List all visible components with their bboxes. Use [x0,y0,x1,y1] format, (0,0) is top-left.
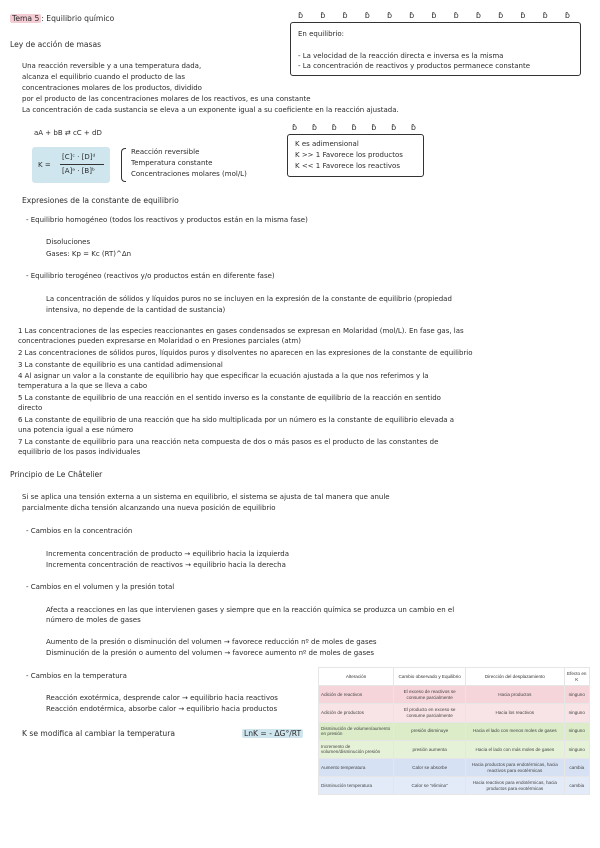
lc-text: número de moles de gases [46,616,141,624]
col-header: Alteración [319,668,394,686]
table-cell: presión disminuye [394,722,466,740]
law-heading: Ley de acción de masas [10,40,102,49]
page-title: Tema 5 : Equilibrio químico [12,14,115,23]
lc-subheading: - Cambios en el volumen y la presión total [26,583,175,591]
table-cell: Hacia el lado con menos moles de gases [466,722,564,740]
col-header: Dirección del desplazamiento [466,668,564,686]
section-heading: Expresiones de la constante de equilibrio [22,196,179,205]
lc-text: parcialmente dicha tensión alcanzando una nueva posición de equilibrio [22,504,276,512]
law-text: por el producto de las concentraciones molares de los reactivos, es una constante [22,95,311,103]
box-rings: ɓ ɓ ɓ ɓ ɓ ɓ ɓ ɓ ɓ ɓ ɓ ɓ ɓ [298,11,570,20]
le-chatelier-table [318,667,590,795]
rule-line: directo [18,404,43,412]
table-row [319,704,590,722]
col-header: Cambio observado y Equilibrio [394,668,466,686]
lc-subheading: - Cambios en la temperatura [26,672,127,680]
rule-line: temperatura a la que se lleva a cabo [18,382,148,390]
table-row [319,740,590,758]
rule-line: 7 La constante de equilibrio para una reacción neta compuesta de dos o más pasos es el producto de las constantes de [18,438,439,446]
brace [121,148,126,182]
box2-line: K << 1 Favorece los reactivos [295,162,400,170]
table-cell: El producto en exceso se consume parcialmente [394,704,466,722]
condition: Temperatura constante [131,159,213,167]
rule-line: 5 La constante de equilibrio de una reacción en el sentido inverso es la constante de equilibrio de la reacción en sentido [18,394,441,402]
fraction-bar [60,164,104,165]
expr-text: Disoluciones [46,238,91,246]
box2-line: K es adimensional [295,140,359,148]
table-cell: Adición de reactivos [319,686,394,704]
expr-text: La concentración de sólidos y líquidos puros no se incluyen en la expresión de la constante de equilibrio (propiedad [46,295,452,303]
table-cell: ninguno [564,722,590,740]
table-cell: Hacia productos [466,686,564,704]
rule-line: equilibrio de los pasos individuales [18,448,141,456]
k-temp-text: K se modifica al cambiar la temperatura [22,729,176,738]
k-lhs: K = [38,161,51,169]
law-text: Una reacción reversible y a una temperatura dada, [22,62,202,70]
expr-text: - Equilibrio terogéneo (reactivos y/o productos están en diferente fase) [26,272,275,280]
rule-line: 1 Las concentraciones de las especies reaccionantes en gases condensados se expresan en Molaridad (mol/L). En fase gas, las [18,327,464,335]
condition: Concentraciones molares (mol/L) [131,170,247,178]
box1-line: - La concentración de reactivos y productos permanece constante [298,62,531,70]
rule-line: 3 La constante de equilibrio es una cantidad adimensional [18,361,223,369]
rule-line: una potencia igual a ese número [18,426,134,434]
table-cell: Adición de productos [319,704,394,722]
box1-line: En equilibrio: [298,30,345,38]
lc-text: Reacción endotérmica, absorbe calor → equilibrio hacia productos [46,705,278,713]
lc-text: Disminución de la presión o aumento del volumen → favorece aumento nº de moles de gases [46,649,375,657]
table-row [319,722,590,740]
lc-text: Reacción exotérmica, desprende calor → equilibrio hacia reactivos [46,694,278,702]
box1-line: - La velocidad de la reacción directa e inversa es la misma [298,52,504,60]
lc-text: Incrementa concentración de reactivos → equilibrio hacia la derecha [46,561,286,569]
table-cell: Disminución de volumen/aumento en presión [319,722,394,740]
table-row [319,686,590,704]
k-denominator: [A]ᵃ · [B]ᵇ [62,167,95,175]
lc-text: Aumento de la presión o disminución del volumen → favorece reducción nº de moles de gases [46,638,377,646]
table-cell: ninguno [564,686,590,704]
rule-line: 4 Al asignar un valor a la constante de equilibrio hay que especificar la ecuación ajustada a la que nos referimos y la [18,372,429,380]
table-header-row [319,668,590,686]
table-cell: Disminución temperatura [319,777,394,795]
table-cell: Hacia productos para endotérmicas, hacia reactivos para exotérmicas [466,758,564,776]
law-text: La concentración de cada sustancia se eleva a un exponente igual a su coeficiente en la reacción ajustada. [22,106,399,114]
lc-text: Incrementa concentración de producto → equilibrio hacia la izquierda [46,550,290,558]
law-text: alcanza el equilibrio cuando el producto de las [22,73,185,81]
table-cell: ninguno [564,740,590,758]
lc-text: Si se aplica una tensión externa a un sistema en equilibrio, el sistema se ajusta de tal manera que anule [22,493,390,501]
table-cell: cambia [564,777,590,795]
lc-subheading: - Cambios en la concentración [26,527,133,535]
table-cell: ninguno [564,704,590,722]
table-cell: cambia [564,758,590,776]
box-rings: ɓ ɓ ɓ ɓ ɓ ɓ ɓ [292,123,416,132]
box2-line: K >> 1 Favorece los productos [295,151,403,159]
table-cell: Aumento temperatura [319,758,394,776]
table-cell: Calor se absorbe [394,758,466,776]
section-heading: Principio de Le Châtelier [10,470,103,479]
k-temp-eq: LnK = - ΔG°/RT [244,729,302,738]
expr-text: intensiva, no depende de la cantidad de sustancia) [46,306,226,314]
reaction-equation: aA + bB ⇄ cC + dD [34,129,102,137]
rule-line: concentraciones pueden expresarse en Molaridad o en Presiones parciales (atm) [18,337,301,345]
table-cell: Hacia reactivos para endotérmicas, hacia productos para exotérmicas [466,777,564,795]
rule-line: 6 La constante de equilibrio de una reacción que ha sido multiplicada por un número es la constante de equilibrio elevada a [18,416,455,424]
table-cell: El exceso de reactivos se consume parcialmente [394,686,466,704]
table-row [319,758,590,776]
table-cell: Hacia los reactivos [466,704,564,722]
k-numerator: [C]ᶜ · [D]ᵈ [62,153,96,161]
table-cell: Incremento de volumen/disminución presión [319,740,394,758]
table-row [319,777,590,795]
expr-text: - Equilibrio homogéneo (todos los reactivos y productos están en la misma fase) [26,216,308,224]
table-cell: Calor se "elimina" [394,777,466,795]
table-cell: presión aumenta [394,740,466,758]
lc-text: Afecta a reacciones en las que intervienen gases y siempre que en la reacción química se produzca un cambio en el [46,606,455,614]
law-text: concentraciones molares de los productos, dividido [22,84,202,92]
condition: Reacción reversible [131,148,200,156]
col-header: Efecto en K [564,668,590,686]
table-cell: Hacia el lado con más moles de gases [466,740,564,758]
expr-text: Gases: Kp = Kc (RT)^Δn [46,250,132,258]
rule-line: 2 Las concentraciones de sólidos puros, líquidos puros y disolventes no aparecen en las expresiones de la constante de equilibrio [18,349,473,357]
